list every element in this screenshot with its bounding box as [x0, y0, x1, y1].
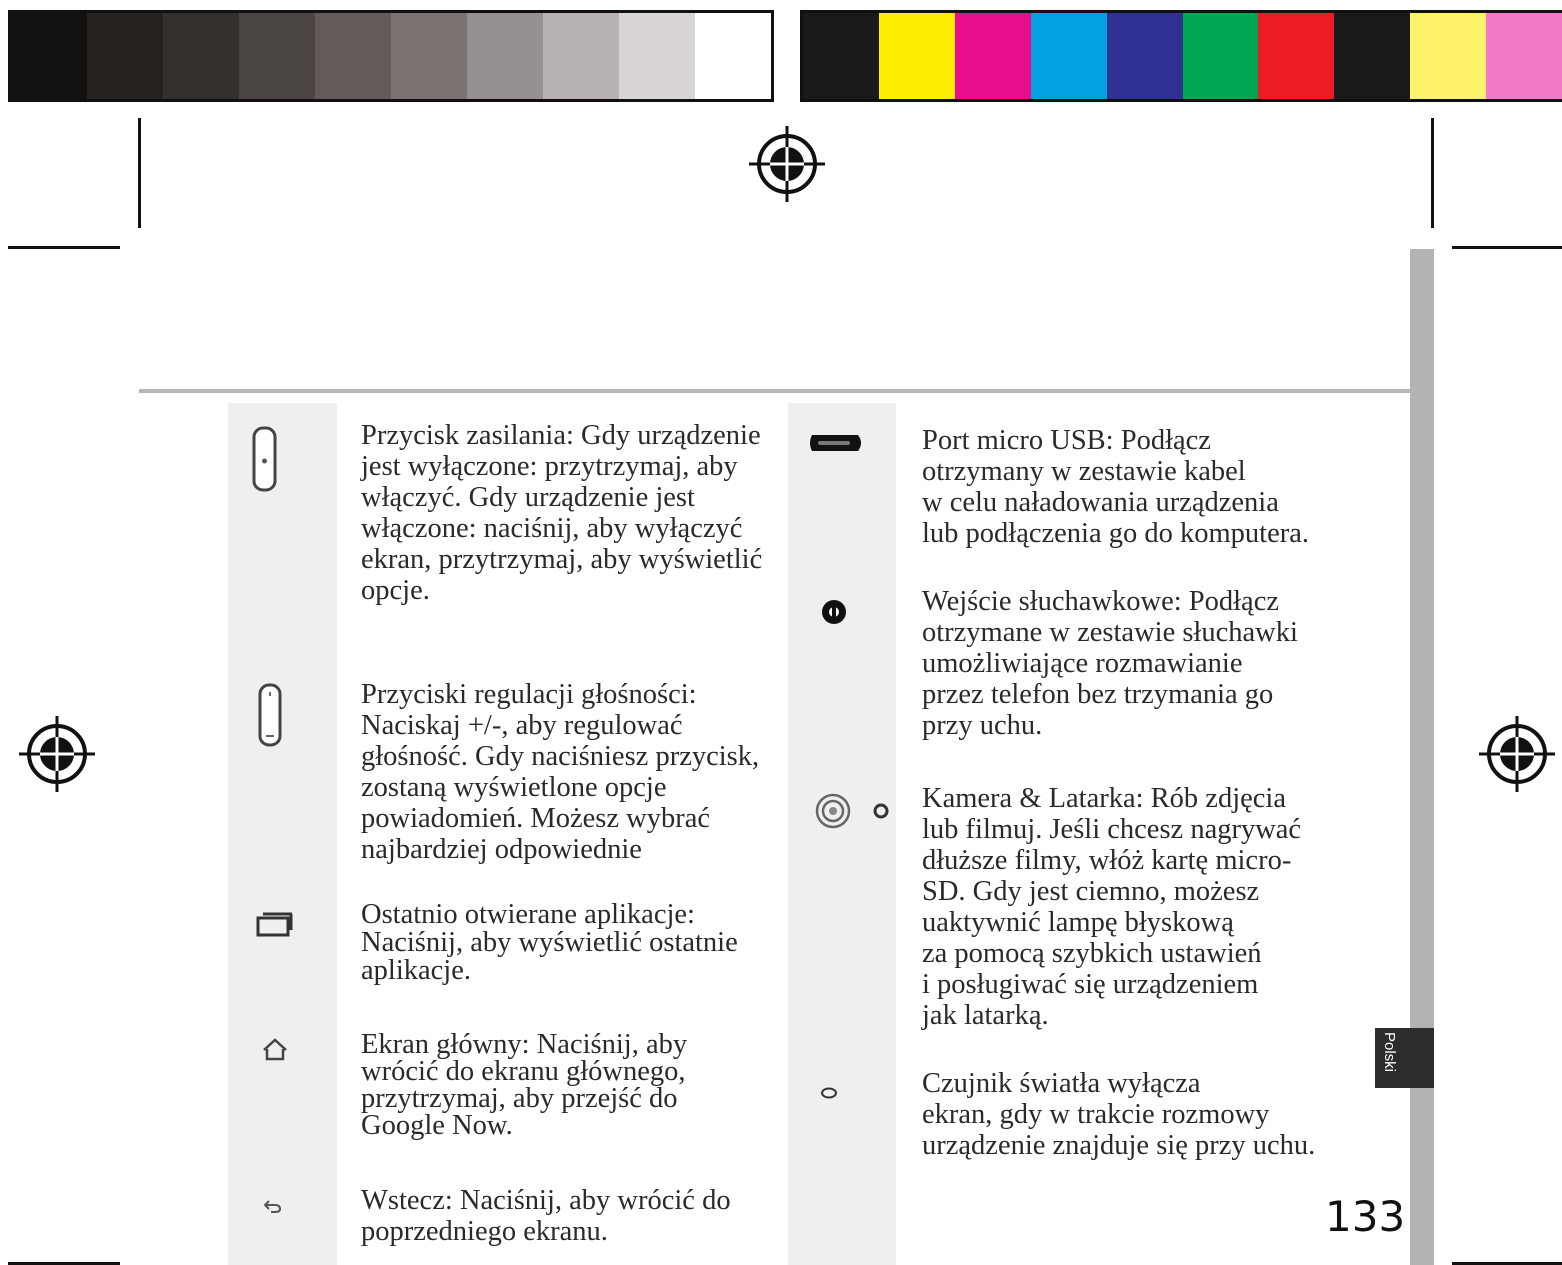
color-swatch [1183, 13, 1259, 99]
right-icon-column [788, 403, 896, 1265]
recent-apps-icon [255, 911, 295, 939]
gray-swatch [315, 13, 391, 99]
color-swatch [1107, 13, 1183, 99]
registration-mark-icon [749, 126, 825, 202]
grayscale-calibration-bar [8, 10, 774, 102]
micro-usb-port-icon [806, 431, 868, 455]
headphone-jack-icon [819, 597, 849, 627]
gray-swatch [467, 13, 543, 99]
gray-swatch [391, 13, 467, 99]
registration-mark-icon [19, 716, 95, 792]
volume-button-icon [256, 682, 286, 748]
headphone-jack-description: Wejście słuchawkowe: Podłącz otrzymane w zestawie słuchawki umożliwiające rozmawianie przez telefon bez trzymania go przy uchu. [922, 586, 1298, 741]
header-rule [139, 389, 1412, 393]
color-swatch [1334, 13, 1410, 99]
micro-usb-description: Port micro USB: Podłącz otrzymany w zestawie kabel w celu naładowania urządzenia lub podłączenia go do komputera. [922, 425, 1310, 549]
recent-apps-description: Ostatnio otwierane aplikacje: Naciśnij, aby wyświetlić ostatnie aplikacje. [361, 899, 738, 986]
crop-mark [138, 118, 141, 228]
color-swatch [1486, 13, 1562, 99]
power-button-description: Przycisk zasilania: Gdy urządzenie jest wyłączone: przytrzymaj, aby włączyć. Gdy urządzenie jest włączone: naciśnij, aby wyłączyć ekran, przytrzymaj, aby wyświetlić opcje. [361, 420, 763, 606]
language-tab-label: Polski [1381, 1032, 1398, 1073]
home-description: Ekran główny: Naciśnij, aby wrócić do ekranu głównego, przytrzymaj, aby przejść do Google Now. [361, 1029, 688, 1141]
left-icon-column [228, 403, 337, 1265]
camera-flash-description: Kamera & Latarka: Rób zdjęcia lub filmuj. Jeśli chcesz nagrywać dłuższe filmy, włóż kartę micro- SD. Gdy jest ciemno, możesz uaktywnić lampę błyskową za pomocą szybkich ustawień i posługiwać się urządzeniem jak latarką. [922, 783, 1302, 1031]
power-button-icon [250, 424, 280, 494]
page-side-bar [1410, 249, 1434, 1265]
gray-swatch [619, 13, 695, 99]
registration-mark-icon [1479, 716, 1555, 792]
light-sensor-description: Czujnik światła wyłącza ekran, gdy w trakcie rozmowy urządzenie znajduje się przy uchu. [922, 1068, 1316, 1161]
page-number: 133 [1325, 1192, 1406, 1241]
gray-swatch [163, 13, 239, 99]
color-swatch [879, 13, 955, 99]
color-calibration-bar [800, 10, 1562, 102]
language-tab [1375, 1028, 1434, 1088]
gray-swatch [543, 13, 619, 99]
home-icon [261, 1037, 289, 1063]
back-description: Wstecz: Naciśnij, aby wrócić do poprzedniego ekranu. [361, 1185, 731, 1247]
color-swatch [1258, 13, 1334, 99]
light-sensor-icon [819, 1085, 839, 1101]
crop-mark [8, 246, 120, 249]
crop-mark [1452, 246, 1562, 249]
camera-flash-icon [812, 790, 896, 832]
gray-swatch [87, 13, 163, 99]
volume-buttons-description: Przyciski regulacji głośności: Naciskaj +/-, aby regulować głośność. Gdy naciśniesz przycisk, zostaną wyświetlone opcje powiadomień. Możesz wybrać najbardziej odpowiednie [361, 679, 760, 865]
crop-mark [1431, 118, 1434, 228]
gray-swatch [11, 13, 87, 99]
color-swatch [955, 13, 1031, 99]
color-swatch [1410, 13, 1486, 99]
back-icon [262, 1197, 284, 1215]
color-swatch [803, 13, 879, 99]
gray-swatch [239, 13, 315, 99]
gray-swatch [695, 13, 771, 99]
color-swatch [1031, 13, 1107, 99]
